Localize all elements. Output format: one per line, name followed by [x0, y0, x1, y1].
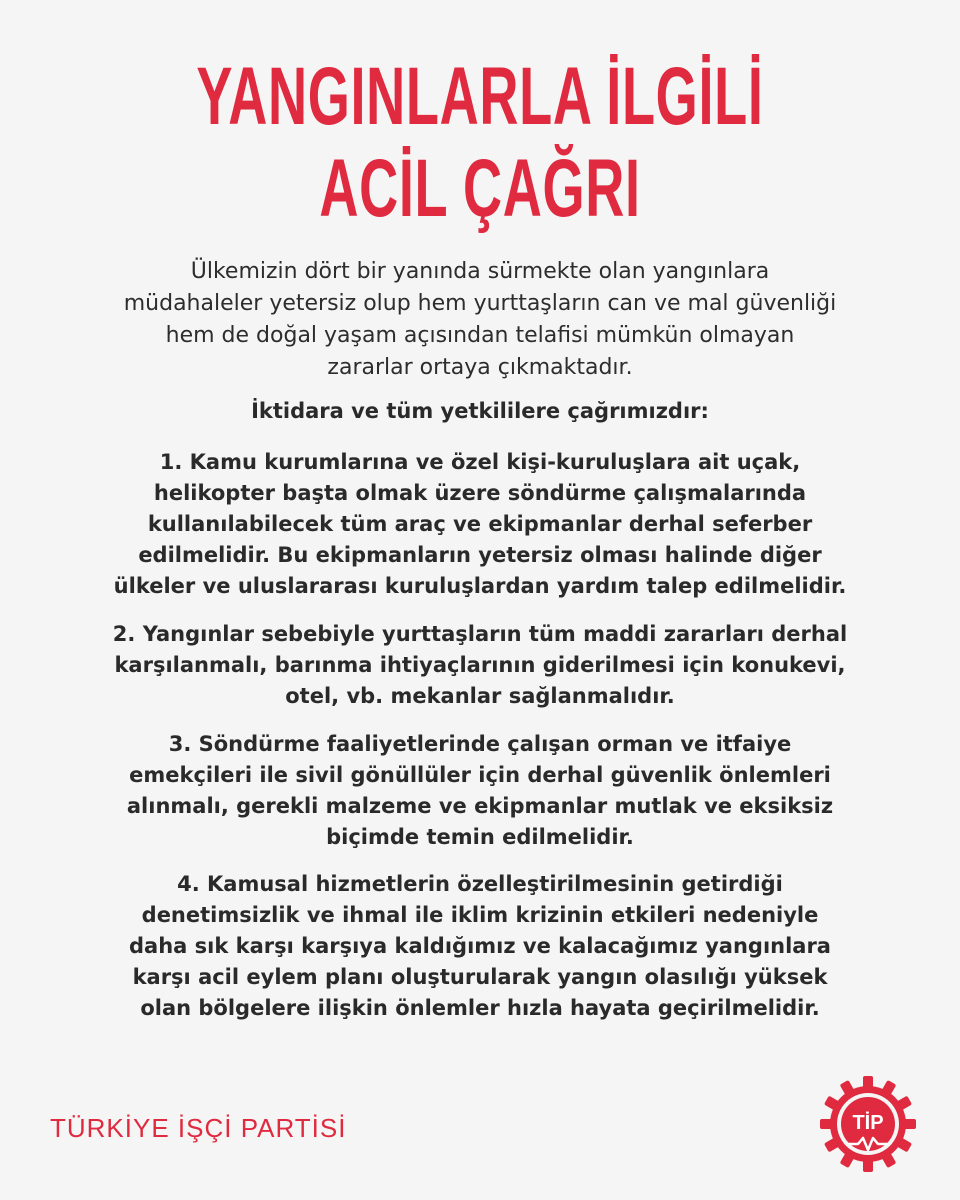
demand-line: kullanılabilecek tüm araç ve ekipmanlar derhal seferber	[147, 512, 813, 536]
intro-line: hem de doğal yaşam açısından telafisi mümkün olmayan	[165, 323, 795, 348]
demand-line: 1. Kamu kurumlarına ve özel kişi-kuruluşlara ait uçak,	[159, 450, 801, 474]
demand-line: emekçileri ile sivil gönüllüler için derhal güvenlik önlemleri	[129, 763, 831, 787]
title-line-2: ACİL ÇAĞRI	[319, 143, 641, 234]
demand-line: 2. Yangınlar sebebiyle yurttaşların tüm maddi zararları derhal	[112, 622, 848, 646]
demand-line: alınmalı, gerekli malzeme ve ekipmanlar mutlak ve eksiksiz	[126, 794, 834, 818]
demand-line: daha sık karşı karşıya kaldığımız ve kalacağımız yangınlara	[129, 934, 831, 958]
demand-line: denetimsizlik ve ihmal ile iklim krizinin etkileri nedeniyle	[141, 903, 819, 927]
party-name: TÜRKİYE İŞÇİ PARTİSİ	[50, 1113, 347, 1143]
intro-line: zararlar ortaya çıkmaktadır.	[327, 355, 633, 380]
demand-item-4	[30, 869, 930, 1024]
party-logo-icon	[818, 1074, 918, 1174]
demand-line: karşı acil eylem planı oluşturularak yangın olasılığı yüksek	[132, 965, 828, 989]
demand-line: helikopter başta olmak üzere söndürme çalışmalarında	[153, 481, 807, 505]
intro-paragraph	[40, 256, 920, 384]
title-line-1: YANGINLARLA İLGİLİ	[196, 51, 764, 142]
demand-item-1	[30, 447, 930, 602]
logo-text: TİP	[852, 1112, 884, 1134]
intro-line: Ülkemizin dört bir yanında sürmekte olan yangınlara	[190, 259, 770, 284]
demand-line: 4. Kamusal hizmetlerin özelleştirilmesinin getirdiği	[177, 872, 783, 896]
demand-line: 3. Söndürme faaliyetlerinde çalışan orman ve itfaiye	[168, 732, 792, 756]
demand-line: biçimde temin edilmelidir.	[326, 825, 634, 849]
demand-line: karşılanmalı, barınma ihtiyaçlarının giderilmesi için konukevi,	[114, 653, 846, 677]
demand-line: otel, vb. mekanlar sağlanmalıdır.	[285, 684, 675, 708]
demand-line: edilmelidir. Bu ekipmanların yetersiz olması halinde diğer	[138, 543, 822, 567]
demand-item-2	[30, 619, 930, 712]
demand-line: olan bölgelere ilişkin önlemler hızla hayata geçirilmelidir.	[140, 996, 820, 1020]
demand-item-3	[30, 729, 930, 853]
intro-line: müdahaleler yetersiz olup hem yurttaşların can ve mal güvenliği	[123, 291, 837, 316]
callout-heading: İktidara ve tüm yetkililere çağrımızdır:	[251, 399, 709, 423]
demand-line: ülkeler ve uluslararası kuruluşlardan yardım talep edilmelidir.	[113, 574, 847, 598]
